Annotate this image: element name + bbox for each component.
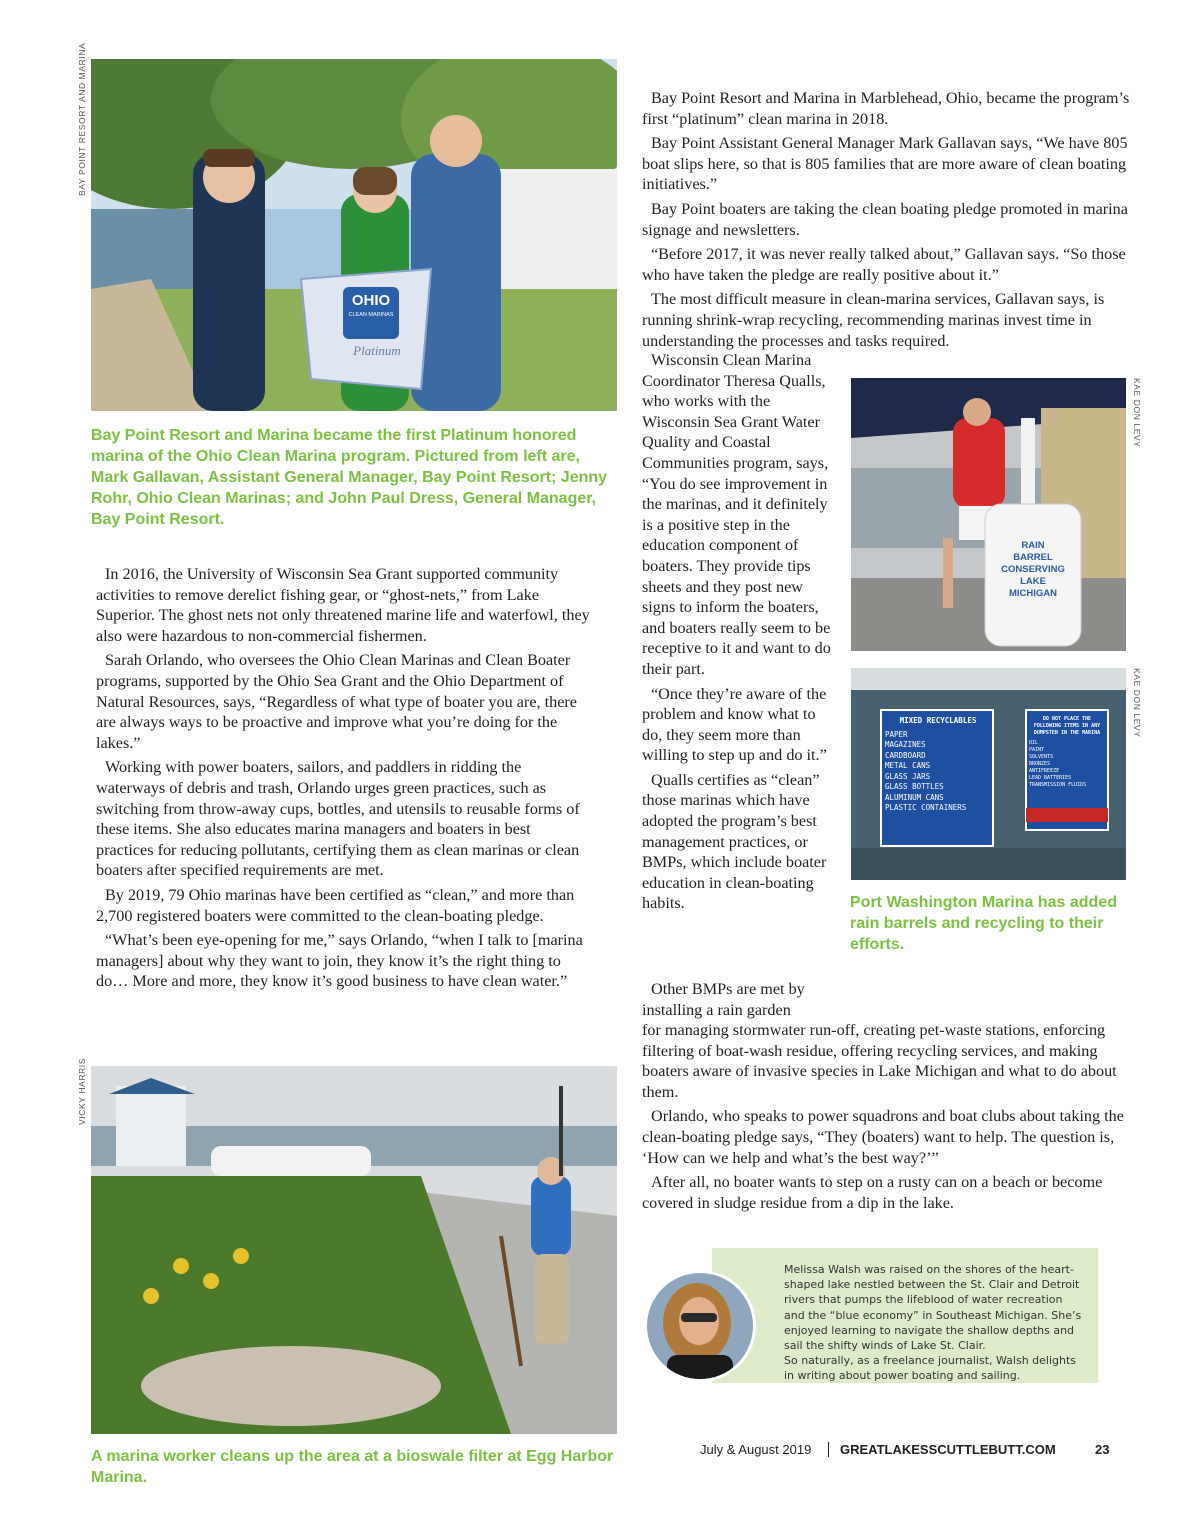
sign-right-item: SOLVENTS bbox=[1029, 754, 1054, 760]
sign-right-item: LEAD BATTERIES bbox=[1029, 775, 1072, 781]
footer-divider bbox=[828, 1442, 829, 1457]
sign-left-item: GLASS BOTTLES bbox=[885, 782, 944, 791]
sign-left-item: MAGAZINES bbox=[885, 740, 926, 749]
sign-right-title: DO NOT PLACE THE FOLLOWING ITEMS IN ANY DUMPSTER IN THE MARINA bbox=[1033, 716, 1101, 736]
right-paragraph-1: Bay Point Resort and Marina in Marblehead, Ohio, became the program’s first “platinum” clean marina in 2018. bbox=[642, 89, 1130, 128]
author-bio-text bbox=[784, 1262, 1084, 1384]
right-column-top-text bbox=[642, 88, 1142, 355]
sign-left-item: PAPER bbox=[885, 729, 908, 739]
right-bottom-paragraph-1: for managing stormwater run-off, creating pet-waste stations, enforcing filtering of boat-wash residue, offering recycling services, and making boaters aware of invasive species in Lake Michigan and what to do about them. bbox=[642, 1021, 1117, 1101]
right-column-bottom-text bbox=[642, 1020, 1142, 1217]
bio-paragraph-2: So naturally, as a freelance journalist, Walsh delights in writing about power boating and sailing. bbox=[784, 1354, 1077, 1383]
footer-issue-date: July & August 2019 bbox=[700, 1442, 812, 1457]
sign-left-item: CARDBOARD bbox=[885, 750, 926, 760]
right-bottom-paragraph-2: Orlando, who speaks to power squadrons and boat clubs about taking the clean-boating pledge says, “They (boaters) want to help. The question is, ‘How can we help and what’s the best way?’” bbox=[642, 1107, 1124, 1167]
right-paragraph-4: “Before 2017, it was never really talked about,” Gallavan says. “So those who have taken the pledge are really positive about it.” bbox=[642, 245, 1126, 284]
rain-barrel-line-3: CONSERVING bbox=[1001, 564, 1065, 575]
rain-barrel-line-1: RAIN bbox=[1021, 540, 1045, 551]
rain-barrel-line-2: BARREL bbox=[1013, 552, 1053, 563]
egg-harbor-bioswale-photo bbox=[91, 1066, 617, 1434]
bay-point-group-photo bbox=[91, 59, 617, 411]
sign-left-item: GLASS JARS bbox=[885, 771, 931, 781]
narrow-paragraph-3: Qualls certifies as “clean” those marinas which have adopted the program’s best management practices, or BMPs, which include boater education in clean-boating habits. bbox=[642, 770, 827, 913]
photo-credit-recycle: KAE DON LEVY bbox=[1132, 668, 1142, 738]
rain-barrel-line-5: MICHIGAN bbox=[1008, 588, 1058, 599]
left-column-text bbox=[96, 564, 592, 996]
photo-credit-barrel: KAE DON LEVY bbox=[1132, 378, 1142, 448]
flag-platinum-script: Platinum bbox=[353, 343, 401, 358]
flag-ohio-word: OHIO bbox=[351, 292, 391, 309]
rain-barrel-label bbox=[985, 540, 1081, 600]
photo-credit-bay-point: BAY POINT RESORT AND MARINA bbox=[77, 42, 87, 196]
right-bottom-paragraph-3: After all, no boater wants to step on a rusty can on a beach or become covered in sludge residue from a dip in the lake. bbox=[642, 1173, 1103, 1212]
bmp-start-text bbox=[642, 979, 838, 1024]
bmp-start-paragraph: Other BMPs are met by installing a rain garden bbox=[642, 980, 805, 1019]
sign-right-item: ANTIFREEZE bbox=[1029, 768, 1060, 774]
left-paragraph-4: By 2019, 79 Ohio marinas have been certified as “clean,” and more than 2,700 registered boaters were committed to the clean-boating pledge. bbox=[96, 885, 575, 925]
egg-harbor-photo-illustration bbox=[91, 1066, 617, 1434]
left-paragraph-3: Working with power boaters, sailors, and paddlers in ridding the waterways of debris and trash, Orlando urges green practices, such as switching from throw-away cups, bottles, and utensils to reusable forms of these items. She also educates marina managers and boaters in best practices for reducing pollutants, certifying them as clean marinas or clean boaters after specified requirements are met. bbox=[96, 758, 580, 880]
caption-egg-harbor: A marina worker cleans up the area at a bioswale filter at Egg Harbor Marina. bbox=[91, 1448, 614, 1486]
right-paragraph-2: Bay Point Assistant General Manager Mark Gallavan says, “We have 805 boat slips here, so that is 805 families that are more aware of clean boating initiatives.” bbox=[642, 134, 1128, 194]
sign-right-item: PAINT bbox=[1029, 747, 1045, 753]
caption-bay-point: Bay Point Resort and Marina became the first Platinum honored marina of the Ohio Clean Marina program. Pictured from left are, Mark Gallavan, Assistant General Manager, Bay Point Resort; Jenny Rohr, Ohio Clean Marinas; and John Paul Dress, General Manager, Bay Point Resort. bbox=[91, 427, 608, 528]
right-paragraph-5: The most difficult measure in clean-marina services, Gallavan says, is running shrink-wrap recycling, recommending marinas invest time in understanding the processes and tasks required. bbox=[642, 290, 1105, 350]
left-paragraph-2: Sarah Orlando, who oversees the Ohio Clean Marinas and Clean Boater programs, supported by the Ohio Sea Grant and the Ohio Department of Natural Resources, says, “Regardless of what type of boater you are, there are always ways to be proactive and improve what you’re doing for the lakes.” bbox=[96, 651, 577, 752]
recycling-signs-photo bbox=[851, 668, 1126, 880]
sign-left-item: METAL CANS bbox=[885, 761, 931, 770]
sign-left-item: ALUMINUM CANS bbox=[885, 792, 944, 802]
left-paragraph-5: “What’s been eye-opening for me,” says Orlando, “when I talk to [marina managers] about why they want to join, they know it’s the right thing to do… More and more, they know it’s good business to have clean water.” bbox=[96, 931, 583, 991]
narrow-column-text bbox=[642, 350, 838, 918]
left-paragraph-1: In 2016, the University of Wisconsin Sea Grant supported community activities to remove derelict fishing gear, or “ghost-nets,” from Lake Superior. The ghost nets not only threatened marine life and waterfowl, they also were hazardous to non-commercial fishermen. bbox=[96, 565, 590, 645]
sign-right-item: BRONZES bbox=[1029, 761, 1051, 767]
narrow-paragraph-1: Wisconsin Clean Marina Coordinator Theresa Qualls, who works with the Wisconsin Sea Grant Water Quality and Coastal Communities program, says, “You do see improvement in the marinas, and it definitely is a positive step in the education component of boaters. They provide tips sheets and they post new signs to inform the boaters, and boaters really seem to be receptive to it and want to do their part. bbox=[642, 351, 831, 678]
sign-do-not-place bbox=[1029, 716, 1105, 789]
rain-barrel-photo-illustration bbox=[851, 378, 1126, 651]
narrow-paragraph-2: “Once they’re aware of the problem and know what to do, they seem more than willing to step up and do it.” bbox=[642, 684, 827, 765]
caption-port-washington: Port Washington Marina has added rain barrels and recycling to their efforts. bbox=[850, 894, 1117, 953]
sign-left-title: MIXED RECYCLABLES bbox=[899, 716, 977, 725]
sign-right-item: OIL bbox=[1029, 740, 1039, 746]
rain-barrel-line-4: LAKE bbox=[1020, 576, 1046, 587]
sign-left-item: PLASTIC CONTAINERS bbox=[885, 803, 967, 812]
right-paragraph-3: Bay Point boaters are taking the clean boating pledge promoted in marina signage and newsletters. bbox=[642, 199, 1128, 239]
author-avatar-illustration bbox=[647, 1273, 753, 1379]
flag-clean-marinas: CLEAN MARINAS bbox=[348, 312, 394, 318]
photo-credit-egg-harbor: VICKY HARRIS bbox=[77, 1057, 87, 1125]
rain-barrel-photo bbox=[851, 378, 1126, 651]
footer-site-link[interactable]: GREATLAKESSCUTTLEBUTT.COM bbox=[840, 1442, 1056, 1457]
sign-right-item: TRANSMISSION FLUIDS bbox=[1029, 782, 1087, 788]
bio-paragraph-1: Melissa Walsh was raised on the shores of the heart-shaped lake nestled between the St. Clair and Detroit rivers that pumps the lifeblood of water recreation and the “blue economy” in Southeast Michigan. She’s enjoyed learning to navigate the shallow depths and sail the shifty winds of Lake St. Clair. bbox=[784, 1263, 1082, 1353]
page-number: 23 bbox=[1095, 1442, 1110, 1457]
author-avatar bbox=[644, 1270, 756, 1382]
sign-mixed-recyclables bbox=[885, 716, 991, 814]
